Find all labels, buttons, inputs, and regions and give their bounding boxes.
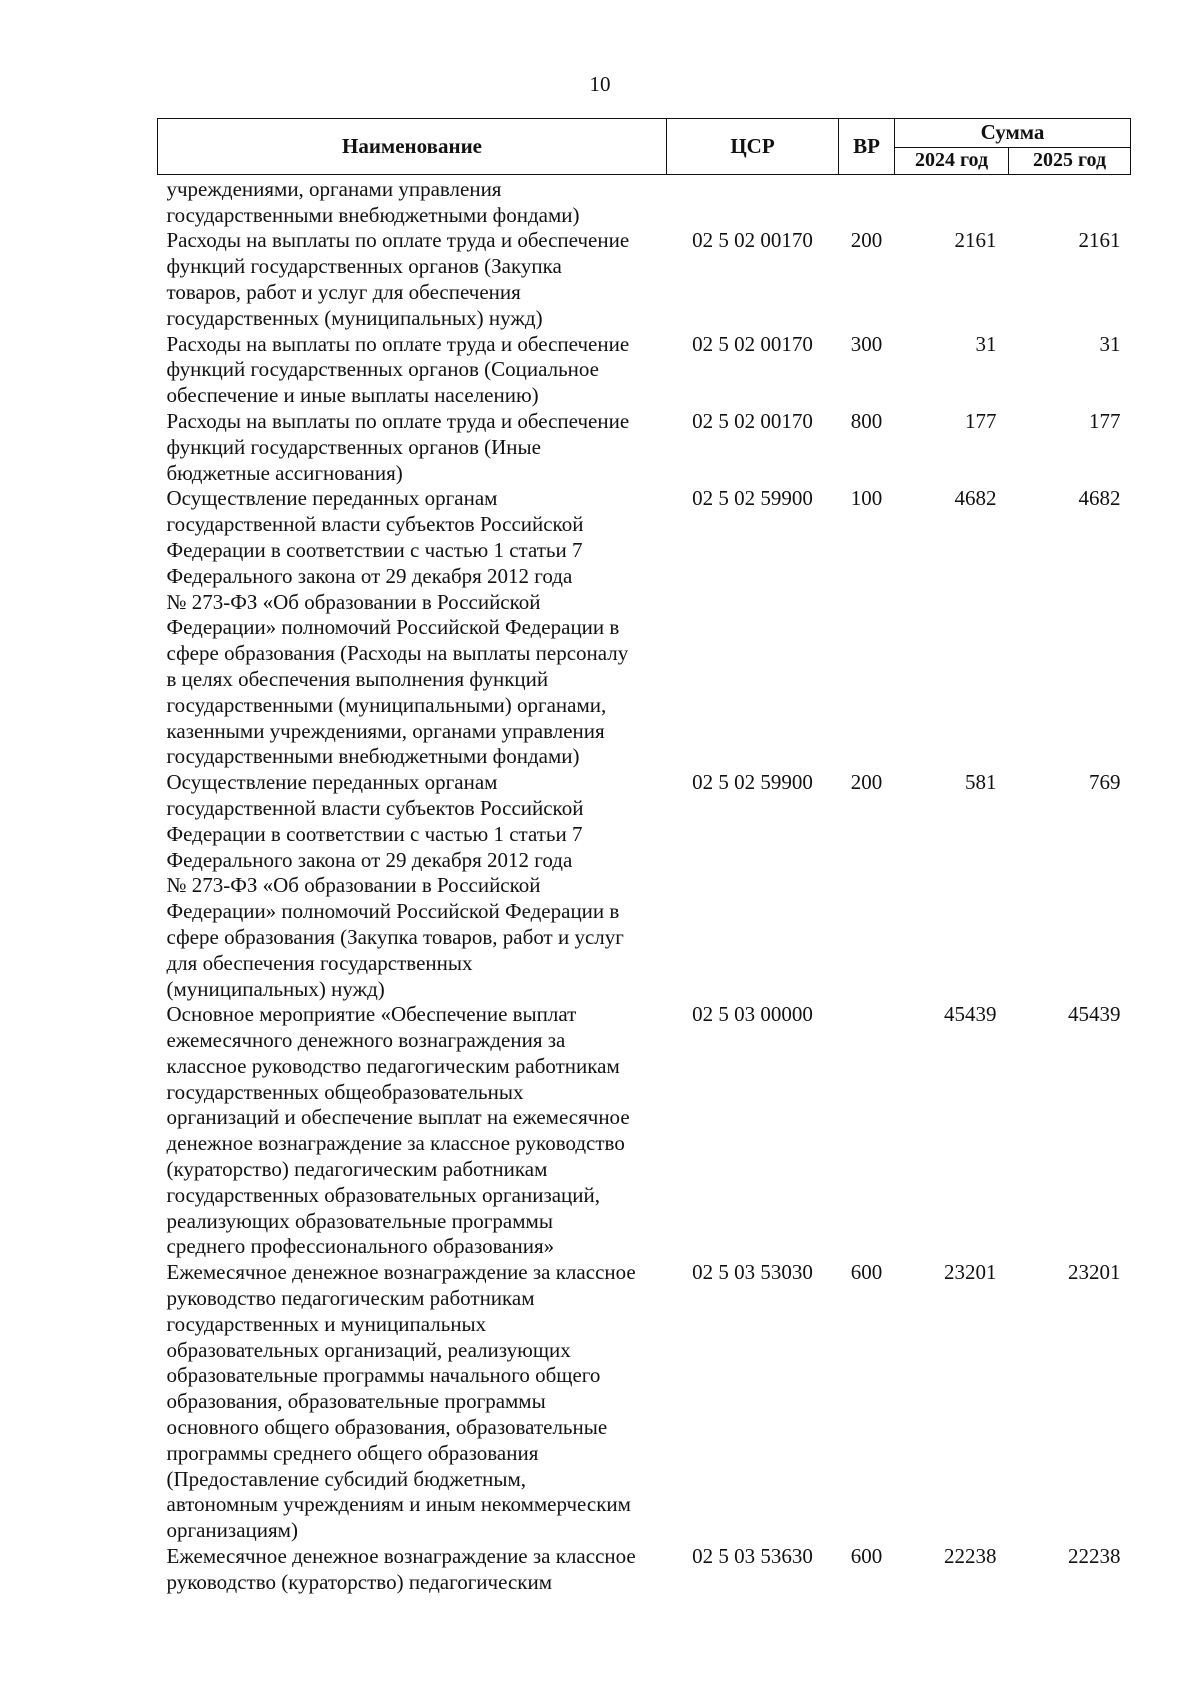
row-name-line: классное руководство педагогическим работникам xyxy=(166,1053,620,1078)
row-name-line: Федерации» полномочий Российской Федерации в xyxy=(166,615,620,640)
row-sum-2025: 4682 xyxy=(1078,486,1121,511)
row-name-line: обеспечение и иные выплаты населению) xyxy=(166,383,539,408)
row-name-line: (Предоставление субсидий бюджетным, xyxy=(166,1466,527,1491)
header-year-2025: 2025 год xyxy=(1009,148,1131,175)
row-name-line: государственных (муниципальных) нужд) xyxy=(166,305,543,330)
row-name-line: Расходы на выплаты по оплате труда и обеспечение xyxy=(166,331,630,356)
row-sum-2025: 31 xyxy=(1099,331,1121,356)
row-name xyxy=(158,1260,667,1544)
row-name-line: Расходы на выплаты по оплате труда и обеспечение xyxy=(166,228,630,253)
row-vr: 600 xyxy=(850,1260,883,1285)
row-name-line: для обеспечения государственных xyxy=(166,950,473,975)
row-csr: 02 5 03 53030 xyxy=(692,1260,813,1285)
header-vr: ВР xyxy=(839,119,895,175)
row-name-line: Ежемесячное денежное вознаграждение за классное xyxy=(166,1544,636,1569)
row-csr xyxy=(667,174,839,228)
row-name-line: (муниципальных) нужд) xyxy=(166,976,385,1001)
table-row xyxy=(158,1260,1131,1544)
row-name-line: ежемесячного денежного вознаграждения за xyxy=(166,1028,566,1053)
row-name-line: среднего профессионального образования» xyxy=(166,1234,555,1259)
row-name-line: (кураторство) педагогическим работникам xyxy=(166,1157,548,1182)
row-name-line: Федерального закона от 29 декабря 2012 года xyxy=(166,847,573,872)
row-name-line: функций государственных органов (Закупка xyxy=(166,254,562,279)
row-csr: 02 5 02 00170 xyxy=(692,331,813,356)
table-row xyxy=(158,486,1131,770)
row-sum-2024: 23201 xyxy=(944,1260,997,1285)
row-name-line: казенными учреждениями, органами управления xyxy=(166,718,605,743)
row-sum-2024: 2161 xyxy=(954,228,997,253)
table-row xyxy=(158,228,1131,331)
row-name-line: основного общего образования, образовательные xyxy=(166,1415,608,1440)
row-vr xyxy=(839,1002,895,1260)
row-name xyxy=(158,486,667,770)
row-name xyxy=(158,174,667,228)
row-name-line: бюджетные ассигнования) xyxy=(166,460,403,485)
row-sum-2025: 177 xyxy=(1089,408,1121,433)
row-sum-2024: 177 xyxy=(965,408,997,433)
row-name-line: руководство (кураторство) педагогическим xyxy=(166,1569,553,1594)
header-name: Наименование xyxy=(158,119,667,175)
row-name-line: функций государственных органов (Социальное xyxy=(166,357,599,382)
row-sum-2025: 2161 xyxy=(1078,228,1121,253)
row-csr: 02 5 02 59900 xyxy=(692,486,813,511)
row-name-line: сфере образования (Закупка товаров, работ и услуг xyxy=(166,924,624,949)
row-name-line: образовательных организаций, реализующих xyxy=(166,1337,571,1362)
table-row xyxy=(158,174,1131,228)
row-sum-2024: 31 xyxy=(975,331,997,356)
row-name-line: образования, образовательные программы xyxy=(166,1389,546,1414)
header-year-2024: 2024 год xyxy=(895,148,1009,175)
row-name-line: реализующих образовательные программы xyxy=(166,1208,553,1233)
row-name-line: программы среднего общего образования xyxy=(166,1440,539,1465)
row-name xyxy=(158,409,667,486)
row-name-line: товаров, работ и услуг для обеспечения xyxy=(166,279,521,304)
row-name-line: денежное вознаграждение за классное руководство xyxy=(166,1131,625,1156)
row-name xyxy=(158,770,667,1002)
row-csr: 02 5 02 00170 xyxy=(692,408,813,433)
row-name-line: функций государственных органов (Иные xyxy=(166,434,541,459)
row-name-line: организаций и обеспечение выплат на ежемесячное xyxy=(166,1105,630,1130)
table-body xyxy=(158,174,1131,1595)
row-name-line: государственных образовательных организаций, xyxy=(166,1182,601,1207)
row-name-line: государственными (муниципальными) органами, xyxy=(166,692,607,717)
row-sum-2025: 45439 xyxy=(1068,1002,1121,1027)
table-row xyxy=(158,332,1131,409)
row-name-line: сфере образования (Расходы на выплаты персоналу xyxy=(166,641,629,666)
row-sum-2024: 22238 xyxy=(944,1544,997,1569)
row-vr: 100 xyxy=(850,486,883,511)
row-sum-2025: 23201 xyxy=(1068,1260,1121,1285)
row-name-line: руководство педагогическим работникам xyxy=(166,1286,535,1311)
row-name-line: государственными внебюджетными фондами) xyxy=(166,744,580,769)
row-sum-2025: 22238 xyxy=(1068,1544,1121,1569)
row-name-line: Федерального закона от 29 декабря 2012 года xyxy=(166,563,573,588)
row-csr: 02 5 03 00000 xyxy=(692,1002,813,1027)
row-sum-2024: 45439 xyxy=(944,1002,997,1027)
row-name xyxy=(158,332,667,409)
row-name-line: государственных и муниципальных xyxy=(166,1311,487,1336)
header-csr: ЦСР xyxy=(667,119,839,175)
row-name-line: государственных общеобразовательных xyxy=(166,1079,524,1104)
row-sum-2025 xyxy=(1009,174,1131,228)
row-name-line: Осуществление переданных органам xyxy=(166,486,498,511)
row-name-line: Ежемесячное денежное вознаграждение за классное xyxy=(166,1260,636,1285)
row-vr: 200 xyxy=(850,228,883,253)
row-sum-2024: 4682 xyxy=(954,486,997,511)
row-name-line: № 273-ФЗ «Об образовании в Российской xyxy=(166,589,541,614)
page-number: 10 xyxy=(589,72,611,96)
row-name-line: Осуществление переданных органам xyxy=(166,770,498,795)
row-name xyxy=(158,1544,667,1596)
row-sum-2024: 581 xyxy=(965,770,997,795)
table-row xyxy=(158,1544,1131,1596)
row-name-line: № 273-ФЗ «Об образовании в Российской xyxy=(166,873,541,898)
row-vr: 300 xyxy=(850,331,883,356)
budget-table xyxy=(157,118,1131,1596)
row-name-line: организациям) xyxy=(166,1518,298,1543)
row-name-line: Федерации в соответствии с частью 1 статьи 7 xyxy=(166,537,583,562)
row-name-line: образовательные программы начального общего xyxy=(166,1363,601,1388)
row-csr: 02 5 03 53630 xyxy=(692,1544,813,1569)
row-name-line: автономным учреждениям и иным некоммерческим xyxy=(166,1492,631,1517)
row-name xyxy=(158,228,667,331)
table-row xyxy=(158,409,1131,486)
row-vr: 200 xyxy=(850,770,883,795)
row-name-line: Расходы на выплаты по оплате труда и обеспечение xyxy=(166,408,630,433)
row-name-line: государственной власти субъектов Российской xyxy=(166,512,584,537)
row-name xyxy=(158,1002,667,1260)
row-name-line: Федерации в соответствии с частью 1 статьи 7 xyxy=(166,821,583,846)
table-header xyxy=(158,119,1131,175)
row-name-line: учреждениями, органами управления xyxy=(166,176,502,201)
row-vr: 800 xyxy=(850,408,883,433)
row-name-line: в целях обеспечения выполнения функций xyxy=(166,666,549,691)
row-sum-2025: 769 xyxy=(1089,770,1121,795)
row-name-line: Основное мероприятие «Обеспечение выплат xyxy=(166,1002,577,1027)
row-name-line: государственной власти субъектов Российской xyxy=(166,795,584,820)
row-vr xyxy=(839,174,895,228)
row-csr: 02 5 02 00170 xyxy=(692,228,813,253)
table-row xyxy=(158,770,1131,1002)
row-name-line: государственными внебюджетными фондами) xyxy=(166,202,580,227)
header-sum: Сумма xyxy=(895,119,1131,148)
row-sum-2024 xyxy=(895,174,1009,228)
table-row xyxy=(158,1002,1131,1260)
row-name-line: Федерации» полномочий Российской Федерации в xyxy=(166,899,620,924)
row-vr: 600 xyxy=(850,1544,883,1569)
row-csr: 02 5 02 59900 xyxy=(692,770,813,795)
